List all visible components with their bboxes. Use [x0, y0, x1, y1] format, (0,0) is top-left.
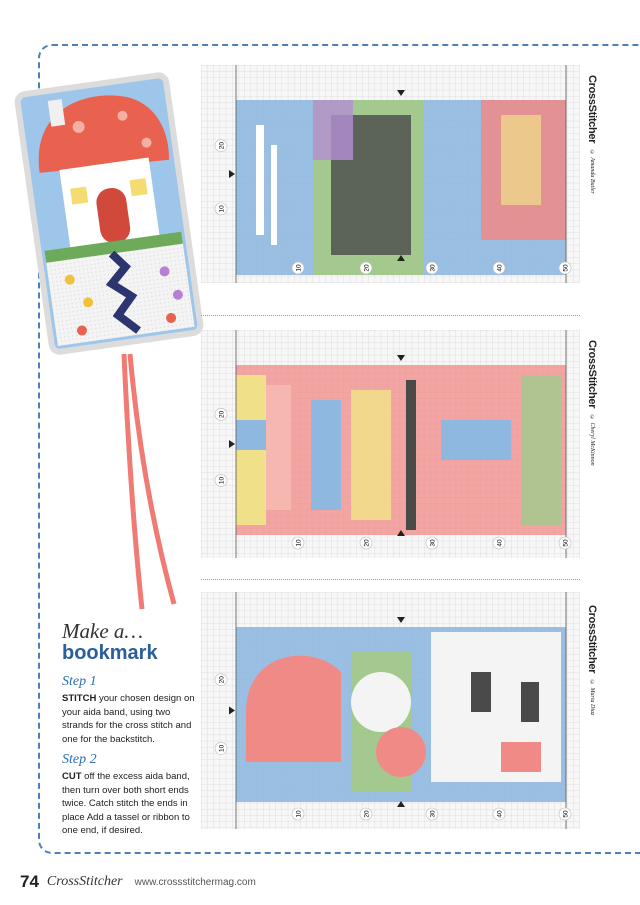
svg-text:10: 10	[295, 810, 303, 818]
svg-text:20: 20	[218, 142, 226, 150]
panel-title-line1: Make a…	[62, 619, 144, 643]
step2-heading: Step 2	[62, 752, 97, 767]
x-tick-10	[292, 262, 304, 274]
footer-logo: CrossStitcher	[46, 874, 123, 889]
svg-text:20: 20	[363, 264, 371, 272]
svg-text:10: 10	[295, 264, 303, 272]
x-tick-50	[559, 537, 571, 549]
y-tick-20	[215, 140, 227, 152]
svg-text:40: 40	[496, 264, 504, 272]
credit-designer: © Cheryl McKinnon	[589, 414, 595, 466]
x-tick-40	[493, 262, 505, 274]
x-tick-20	[360, 262, 372, 274]
step2-bold: CUT	[62, 771, 82, 782]
svg-text:20: 20	[363, 810, 371, 818]
chart-3	[201, 592, 580, 829]
x-tick-20	[360, 537, 372, 549]
chart-1-credit	[586, 75, 598, 194]
svg-text:10: 10	[218, 205, 226, 213]
step1-body: your chosen design on your aida band, using two strands for the cross stitch and one for the backstitch.	[62, 693, 195, 745]
x-tick-30	[426, 808, 438, 820]
x-tick-30	[426, 262, 438, 274]
step1-bold: STITCH	[62, 693, 97, 704]
svg-text:10: 10	[218, 476, 226, 485]
svg-text:50: 50	[562, 264, 570, 272]
credit-brand: CrossStitcher	[586, 340, 598, 409]
svg-text:20: 20	[218, 676, 226, 684]
step1-heading: Step 1	[62, 674, 97, 689]
y-tick-10	[215, 474, 227, 486]
instructions-panel	[62, 620, 202, 838]
step1-text	[62, 692, 202, 746]
y-tick-20	[215, 674, 227, 686]
svg-text:30: 30	[429, 539, 437, 547]
x-tick-50	[559, 808, 571, 820]
svg-text:20: 20	[218, 410, 226, 418]
svg-text:20: 20	[363, 539, 371, 547]
x-tick-50	[559, 262, 571, 274]
svg-text:40: 40	[496, 810, 504, 818]
svg-text:50: 50	[562, 810, 570, 818]
x-tick-30	[426, 537, 438, 549]
svg-text:50: 50	[562, 539, 570, 547]
svg-text:30: 30	[429, 810, 437, 818]
divider-2	[201, 579, 580, 580]
credit-designer: © Amanda Butler	[589, 149, 595, 194]
divider-1	[201, 315, 580, 316]
svg-text:30: 30	[429, 264, 437, 272]
panel-title-line2: bookmark	[62, 642, 158, 664]
svg-text:40: 40	[496, 539, 504, 547]
svg-text:10: 10	[218, 744, 226, 753]
credit-brand: CrossStitcher	[586, 75, 598, 144]
page-number: 74	[20, 872, 39, 891]
x-tick-40	[493, 808, 505, 820]
step2-body: off the excess aida band, then turn over both short ends twice. Catch stitch the ends in place Add a tassel or ribbon to one end, if desired.	[62, 771, 190, 836]
y-tick-10	[215, 742, 227, 754]
credit-designer: © Maria Diaz	[589, 679, 595, 716]
chart-3-credit	[586, 605, 598, 715]
x-tick-40	[493, 537, 505, 549]
y-tick-10	[215, 203, 227, 215]
x-tick-10	[292, 537, 304, 549]
x-tick-20	[360, 808, 372, 820]
x-tick-10	[292, 808, 304, 820]
chart-2-credit	[586, 340, 598, 465]
footer-url[interactable]: www.crossstitchermag.com	[134, 876, 256, 888]
footer	[20, 870, 256, 894]
svg-text:10: 10	[295, 539, 303, 547]
y-tick-20	[215, 408, 227, 420]
chart-2	[201, 330, 580, 558]
bookmark-photo	[6, 64, 206, 624]
step2-text	[62, 770, 202, 838]
credit-brand: CrossStitcher	[586, 605, 598, 674]
chart-1	[201, 65, 580, 283]
